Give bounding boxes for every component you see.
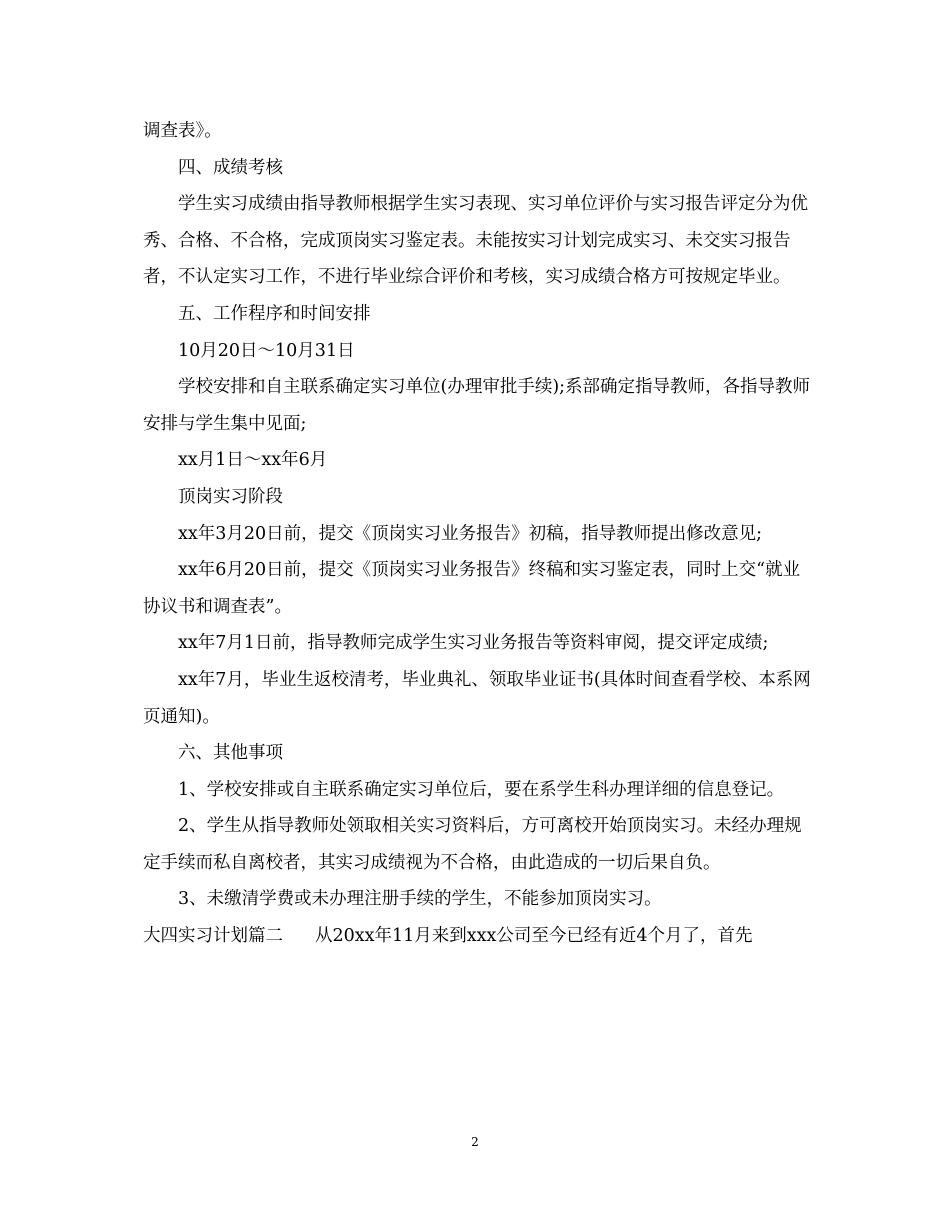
paragraph: xx年3月20日前，提交《顶岗实习业务报告》初稿，指导教师提出修改意见; bbox=[178, 523, 763, 544]
paragraph: xx月1日～xx年6月 bbox=[178, 450, 328, 471]
paragraph: 10月20日～10月31日 bbox=[178, 340, 355, 361]
paragraph: xx年7月1日前，指导教师完成学生实习业务报告等资料审阅，提交评定成绩; bbox=[178, 633, 769, 654]
paragraph: 从20xx年11月来到xxx公司至今已经有近4个月了，首先 bbox=[315, 926, 753, 947]
section-heading: 六、其他事项 bbox=[178, 743, 283, 764]
paragraph: 3、未缴清学费或未办理注册手续的学生，不能参加顶岗实习。 bbox=[178, 889, 662, 910]
article-heading: 大四实习计划篇二 bbox=[143, 926, 283, 947]
section-heading: 五、工作程序和时间安排 bbox=[178, 303, 371, 324]
document-body bbox=[143, 113, 813, 955]
spacer bbox=[283, 918, 315, 955]
paragraph: 学生实习成绩由指导教师根据学生实习表现、实习单位评价与实习报告评定分为优秀、合格、不合格，完成顶岗实习鉴定表。未能按实习计划完成实习、未交实习报告者，不认定实习工作，不进行毕业综合评价和考核，实习成绩合格方可按规定毕业。 bbox=[143, 194, 808, 288]
paragraph: 1、学校安排或自主联系确定实习单位后，要在系学生科办理详细的信息登记。 bbox=[178, 779, 785, 800]
page-number: 2 bbox=[471, 1135, 479, 1149]
paragraph: 学校安排和自主联系确定实习单位(办理审批手续);系部确定指导教师，各指导教师安排与学生集中见面; bbox=[143, 377, 811, 434]
paragraph: xx年7月，毕业生返校清考，毕业典礼、领取毕业证书(具体时间查看学校、本系网页通知)。 bbox=[143, 669, 811, 727]
paragraph: 2、学生从指导教师处领取相关实习资料后，方可离校开始顶岗实习。未经办理规定手续而私自离校者，其实习成绩视为不合格，由此造成的一切后果自负。 bbox=[143, 816, 802, 873]
section-heading: 四、成绩考核 bbox=[178, 157, 283, 178]
paragraph: xx年6月20日前，提交《顶岗实习业务报告》终稿和实习鉴定表，同时上交“就业协议书和调查表”。 bbox=[143, 560, 801, 617]
paragraph: 顶岗实习阶段 bbox=[178, 486, 283, 507]
final-line bbox=[143, 918, 813, 955]
paragraph: 调查表》。 bbox=[143, 121, 222, 141]
